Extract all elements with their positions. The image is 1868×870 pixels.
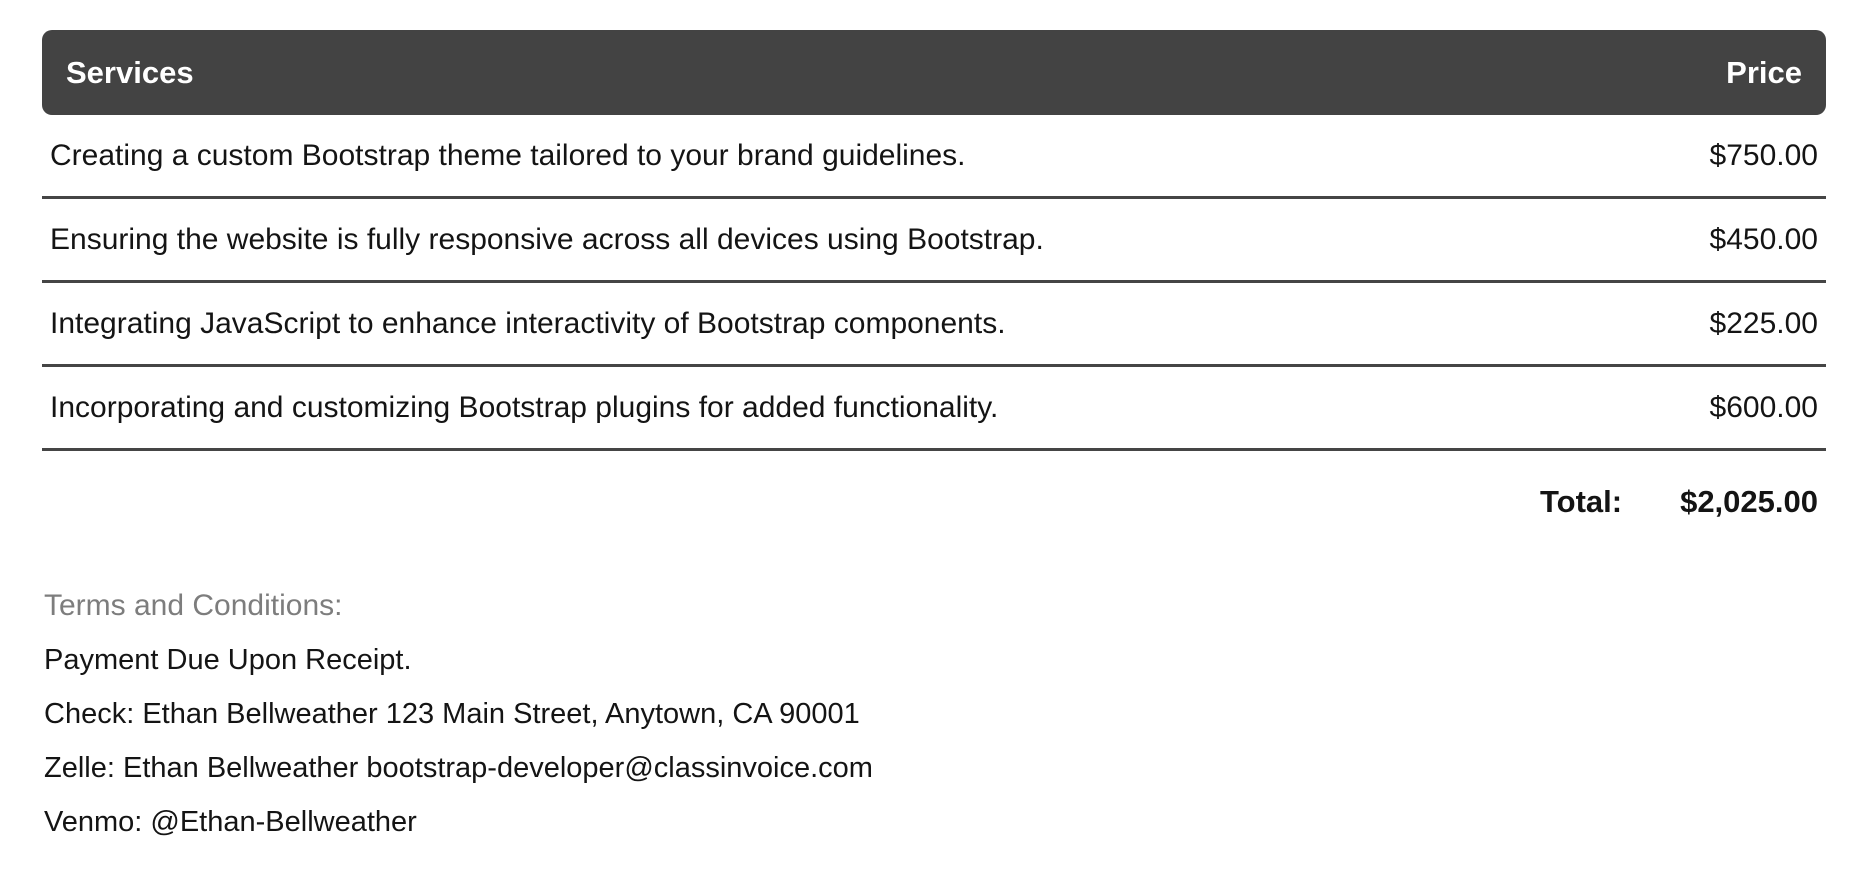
service-description: Ensuring the website is fully responsive across all devices using Bootstrap.	[50, 222, 1044, 256]
terms-heading: Terms and Conditions:	[44, 589, 343, 622]
service-description: Creating a custom Bootstrap theme tailored to your brand guidelines.	[50, 138, 966, 172]
service-price: $750.00	[1709, 138, 1818, 172]
total-label: Total:	[1540, 484, 1623, 519]
service-price: $225.00	[1709, 306, 1818, 340]
service-description: Incorporating and customizing Bootstrap plugins for added functionality.	[50, 390, 999, 424]
table-row	[42, 283, 1826, 367]
services-column-header: Services	[66, 54, 194, 90]
table-header-row	[42, 30, 1826, 115]
table-row	[42, 199, 1826, 283]
terms-line-zelle: Zelle: Ethan Bellweather bootstrap-developer@classinvoice.com	[44, 752, 873, 784]
terms-section	[42, 579, 1826, 849]
service-price: $450.00	[1709, 222, 1818, 256]
total-amount: $2,025.00	[1680, 484, 1818, 519]
service-description: Integrating JavaScript to enhance interactivity of Bootstrap components.	[50, 306, 1006, 340]
terms-line-venmo: Venmo: @Ethan-Bellweather	[44, 806, 417, 838]
table-row	[42, 367, 1826, 451]
terms-line-check: Check: Ethan Bellweather 123 Main Street, Anytown, CA 90001	[44, 698, 860, 730]
total-row	[42, 451, 1826, 553]
price-column-header: Price	[1726, 54, 1802, 90]
service-price: $600.00	[1709, 390, 1818, 424]
table-row	[42, 115, 1826, 199]
services-table	[42, 30, 1826, 553]
terms-line-payment: Payment Due Upon Receipt.	[44, 644, 412, 676]
